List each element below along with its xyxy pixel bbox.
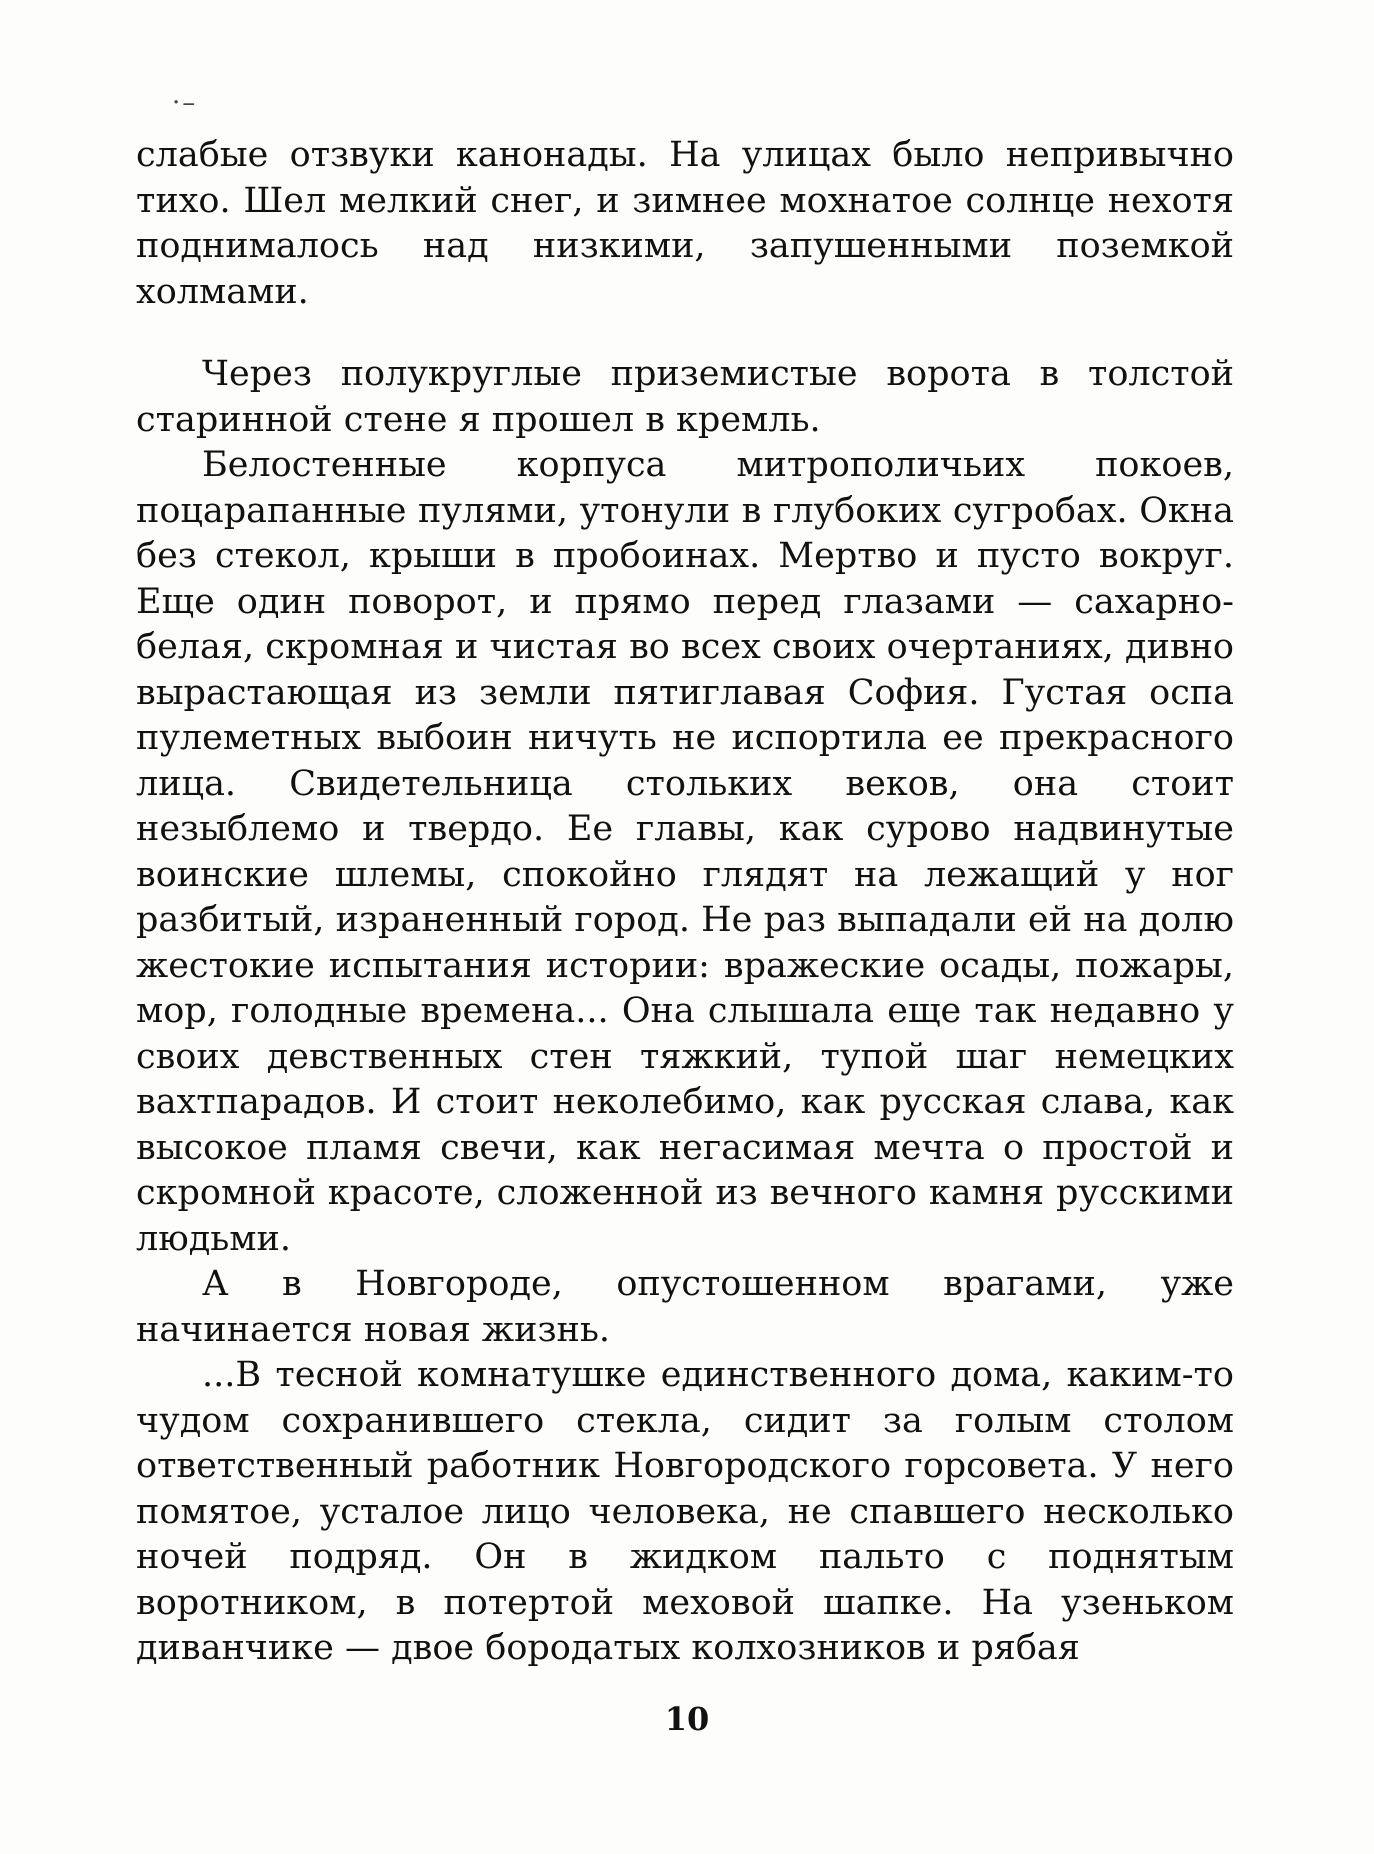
paragraph-continued: слабые отзвуки канонады. На улицах было непривычно тихо. Шел мелкий снег, и зимнее мохнатое солнце нехотя поднималось над низкими, запушенными поземкой холмами. — [136, 135, 1234, 312]
paragraph: Через полукруглые приземистые ворота в толстой старинной стене я прошел в кремль. — [136, 354, 1234, 440]
page-number: 10 — [664, 1700, 710, 1738]
paragraph: А в Новгороде, опустошенном врагами, уже начинается новая жизнь. — [136, 1264, 1234, 1350]
paragraph: ...В тесной комнатушке единственного дома, каким-то чудом сохранившего стекла, сидит за голым столом ответственный работник Новгородского горсовета. У него помятое, усталое лицо человека, не спавшего несколько ночей подряд. Он в жидком пальто с поднятым воротником, в потертой меховой шапке. На узеньком диванчике — двое бородатых колхозников и рябая — [136, 1355, 1234, 1668]
text-block-continued — [136, 133, 1234, 315]
top-mark: ·– — [172, 88, 198, 118]
paragraph: Белостенные корпуса митрополичьих покоев, поцарапанные пулями, утонули в глубоких сугробах. Окна без стекол, крыши в пробоинах. Мертво и пусто вокруг. Еще один поворот, и прямо перед глазами — сахарно-белая, скромная и чистая во всех своих очертаниях, дивно вырастающая из земли пятиглавая София. Густая оспа пулеметных выбоин ничуть не испортила ее прекрасного лица. Свидетельница стольких веков, она стоит незыблемо и твердо. Ее главы, как сурово надвинутые воинские шлемы, спокойно глядят на лежащий у ног разбитый, израненный город. Не раз выпадали ей на долю жестокие испытания истории: вражеские осады, пожары, мор, голодные времена... Она слышала еще так недавно у своих девственных стен тяжкий, тупой шаг немецких вахтпарадов. И стоит неколебимо, как русская слава, как высокое пламя свечи, как негасимая мечта о простой и скромной красоте, сложенной из вечного камня русскими людьми. — [136, 445, 1234, 1259]
text-block-main — [136, 352, 1234, 1672]
